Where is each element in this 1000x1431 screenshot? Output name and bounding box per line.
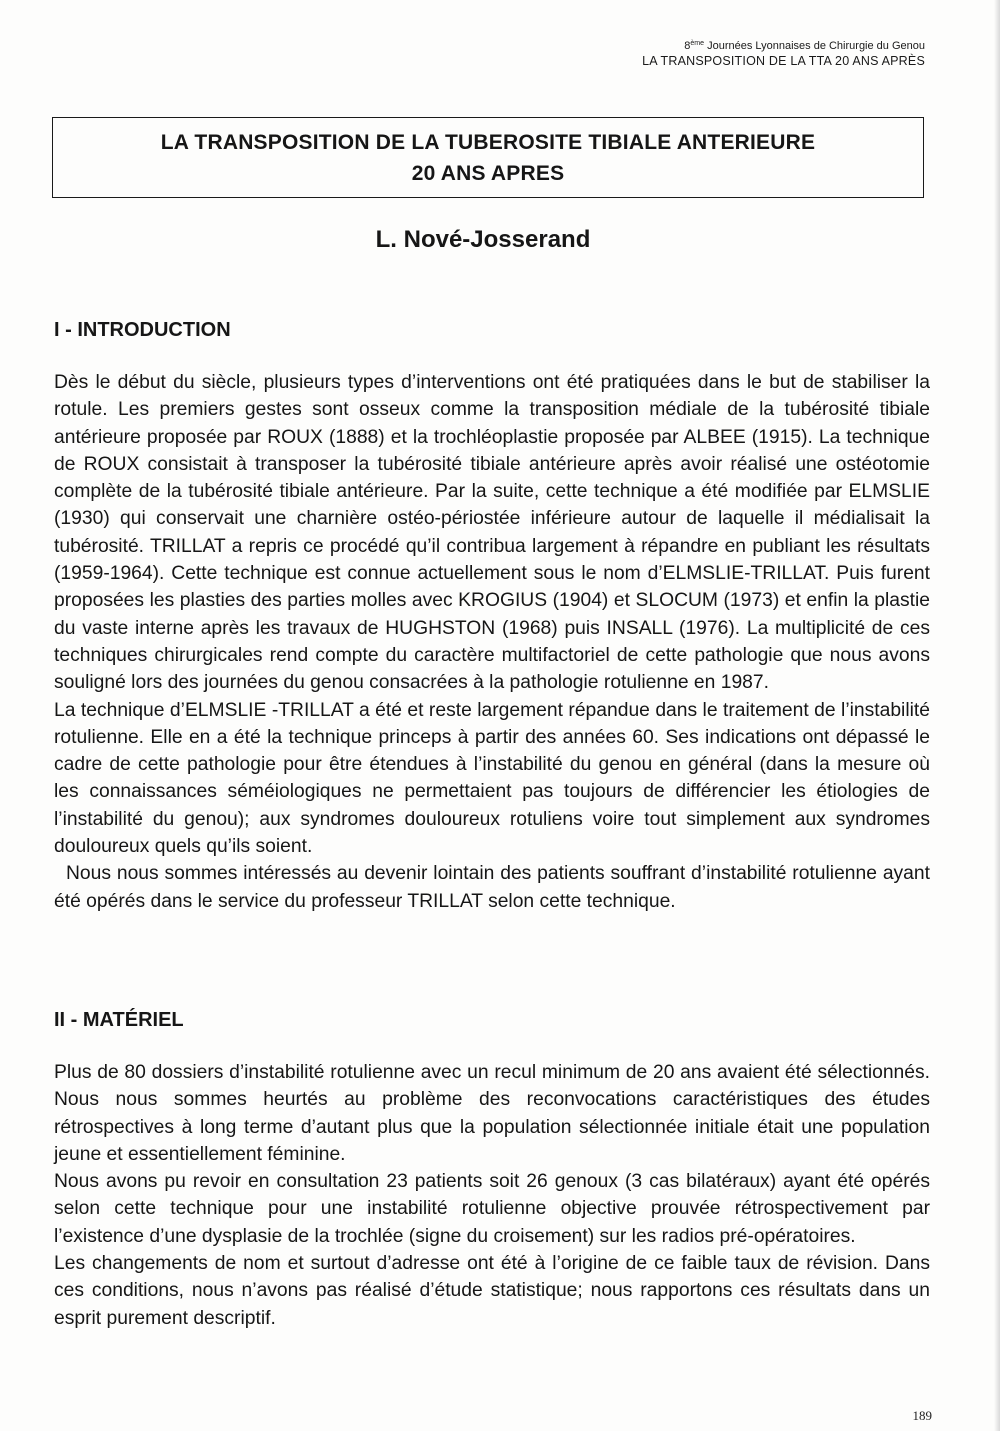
paragraph: Nous avons pu revoir en consultation 23 patients soit 26 genoux (3 cas bilatéraux) ayant été opérés selon cette technique pour une instabilité rotulienne objective prouvée rétrospectivement par l’existence d’une dysplasie de la trochlée (signe du croisement) sur les radios pré-opératoires. — [54, 1171, 930, 1247]
page-number: 189 — [912, 1408, 932, 1423]
paragraph: Plus de 80 dossiers d’instabilité rotulienne avec un recul minimum de 20 ans avaient été sélectionnés. Nous nous sommes heurtés au problème des reconvocations caractéristiques des études rétrospectives à long terme d’autant plus que la population sélectionnée initiale était une population jeune et essentiellement féminine. — [54, 1062, 930, 1165]
paragraph: Nous nous sommes intéressés au devenir lointain des patients souffrant d’instabilité rotulienne ayant été opérés dans le service du professeur TRILLAT selon cette technique. — [54, 863, 930, 912]
edition-number: 8 — [684, 40, 691, 52]
section-materiel-body — [54, 1059, 930, 1332]
conference-name: Journées Lyonnaises de Chirurgie du Genou — [707, 40, 925, 52]
running-head — [642, 36, 925, 69]
section-introduction-body — [54, 369, 930, 915]
paragraph: Dès le début du siècle, plusieurs types d’interventions ont été pratiquées dans le but de stabiliser la rotule. Les premiers gestes sont osseux comme la transposition médiale de la tubérosité tibiale antérieure proposée par ROUX (1888) et la trochléoplastie proposée par ALBEE (1915). La technique de ROUX consistait à transposer la tubérosité tibiale antérieure après avoir réalisé une ostéotomie complète de la tubérosité tibiale antérieure. Par la suite, cette technique a été modifiée par ELMSLIE (1930) qui conservait une charnière ostéo-périostée inférieure autour de laquelle il médialisait la tubérosité. TRILLAT a repris ce procédé qu’il contribua largement à répandre en publiant les résultats (1959-1964). Cette technique est connue actuellement sous le nom d’ELMSLIE-TRILLAT. Puis furent proposées les plasties des parties molles avec KROGIUS (1904) et SLOCUM (1973) et enfin la plastie du vaste interne après les travaux de HUGHSTON (1968) puis INSALL (1976). La multiplicité de ces techniques chirurgicales rend compte du caractère multifactoriel de cette pathologie que nous avons souligné lors des journées du genou consacrées à la pathologie rotulienne en 1987. — [54, 372, 930, 694]
page-edge-shadow — [994, 0, 1000, 1431]
edition-superscript: ème — [690, 40, 705, 47]
running-head-subtitle: LA TRANSPOSITION DE LA TTA 20 ANS APRÈS — [642, 54, 925, 68]
section-heading-introduction: I - INTRODUCTION — [54, 319, 231, 341]
paragraph: La technique d’ELMSLIE -TRILLAT a été et reste largement répandue dans le traitement de l’instabilité rotulienne. Elle en a été la technique princeps à partir des années 60. Ses indications ont dépassé le cadre de cette pathologie pour être étendues à l’instabilité du genou en général (dans la mesure où les connaissances séméiologiques ne permettaient pas toujours de différencier les étiologies de l’instabilité du genou); aux syndromes douloureux rotuliens voire tout simplement aux syndromes douloureux quels qu’ils soient. — [54, 699, 930, 858]
author-name: L. Nové-Josserand — [375, 226, 591, 253]
title-box — [52, 117, 924, 198]
section-heading-materiel: II - MATÉRIEL — [54, 1009, 184, 1031]
running-head-conference-line — [642, 36, 925, 54]
paragraph: Les changements de nom et surtout d’adresse ont été à l’origine de ce faible taux de révision. Dans ces conditions, nous n’avons pas réalisé d’étude statistique; nous rapportons ces résultats dans un esprit purement descriptif. — [54, 1253, 930, 1329]
title-line-1: LA TRANSPOSITION DE LA TUBEROSITE TIBIALE ANTERIEURE — [160, 130, 816, 154]
title-line-2: 20 ANS APRES — [411, 161, 565, 185]
